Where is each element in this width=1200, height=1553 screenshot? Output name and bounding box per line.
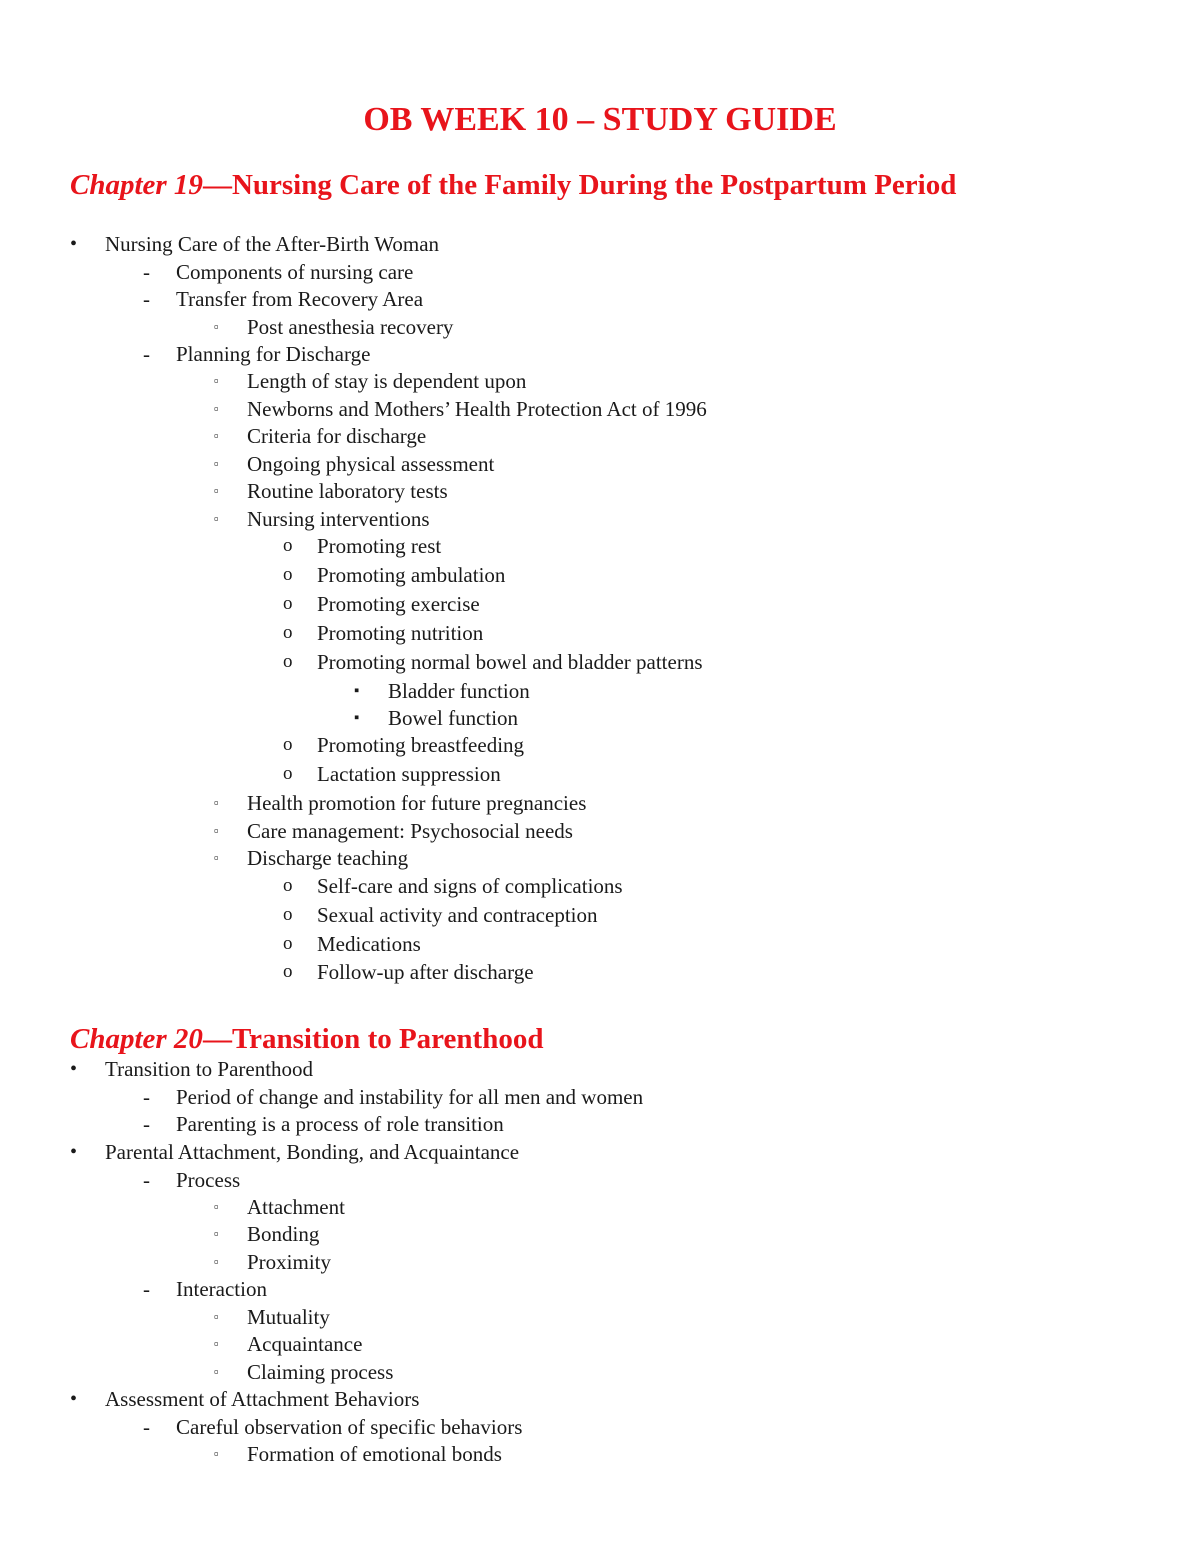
outline-item-level-4: Promoting exercise [317,592,480,616]
document-title: OB WEEK 10 – STUDY GUIDE [363,101,837,138]
outline-item-level-3: Newborns and Mothers’ Health Protection Act of 1996 [247,397,707,421]
dash-marker: - [143,260,150,284]
outline-item-level-2: Planning for Discharge [176,342,371,366]
dash-marker: - [143,1168,150,1192]
outline-item-level-3: Claiming process [247,1360,394,1384]
outline-item-level-2: Process [176,1168,241,1192]
chapter-20-separator: — [202,1023,232,1055]
outline-item-level-3: Care management: Psychosocial needs [247,819,573,843]
outline-item-level-3: Ongoing physical assessment [247,452,495,476]
bullet-marker: • [70,233,78,255]
outline-item-level-3: Routine laboratory tests [247,479,448,503]
outline-item-level-3: Proximity [247,1250,332,1274]
outline-item-level-3: Acquaintance [247,1332,363,1356]
small-square-marker: ▫ [214,823,219,838]
outline-item-level-4: Self-care and signs of complications [317,874,623,898]
small-square-marker: ▫ [214,1336,219,1351]
circle-marker: o [283,875,293,896]
circle-marker: o [283,734,293,755]
circle-marker: o [283,535,293,556]
dash-marker: - [143,1085,150,1109]
small-square-marker: ▫ [214,850,219,865]
outline-item-level-4: Follow-up after discharge [317,960,534,984]
chapter-19-title: Nursing Care of the Family During the Postpartum Period [231,169,957,201]
small-square-marker: ▫ [214,483,219,498]
small-square-marker: ▫ [214,511,219,526]
outline-item-level-5: Bladder function [388,679,530,703]
small-square-marker: ▫ [214,1446,219,1461]
outline-item-level-1: Parental Attachment, Bonding, and Acquaintance [105,1140,520,1164]
outline-item-level-3: Health promotion for future pregnancies [247,791,587,815]
small-square-marker: ▫ [214,1364,219,1379]
circle-marker: o [283,622,293,643]
outline-item-level-2: Transfer from Recovery Area [176,287,424,311]
chapter-19-separator: — [202,169,232,201]
bullet-marker: • [70,1388,78,1410]
outline-item-level-4: Medications [317,932,421,956]
circle-marker: o [283,651,293,672]
bullet-marker: • [70,1141,78,1163]
outline-item-level-3: Criteria for discharge [247,424,427,448]
outline-item-level-3: Mutuality [247,1305,330,1329]
outline-item-level-3: Formation of emotional bonds [247,1442,502,1466]
outline-item-level-4: Promoting normal bowel and bladder patterns [317,650,703,674]
small-square-marker: ▫ [214,1226,219,1241]
outline-item-level-4: Lactation suppression [317,762,501,786]
circle-marker: o [283,904,293,925]
small-square-marker: ▫ [214,456,219,471]
small-square-marker: ▫ [214,373,219,388]
outline-item-level-2: Interaction [176,1277,267,1301]
outline-item-level-3: Bonding [247,1222,320,1246]
square-marker: ▪ [354,710,360,726]
bullet-marker: • [70,1058,78,1080]
outline-item-level-4: Sexual activity and contraception [317,903,598,927]
dash-marker: - [143,1415,150,1439]
chapter-20-heading [70,1020,543,1058]
outline-item-level-1: Assessment of Attachment Behaviors [105,1387,420,1411]
outline-item-level-1: Nursing Care of the After-Birth Woman [105,232,440,256]
circle-marker: o [283,564,293,585]
outline-item-level-4: Promoting breastfeeding [317,733,525,757]
outline-item-level-4: Promoting ambulation [317,563,506,587]
dash-marker: - [143,1112,150,1136]
small-square-marker: ▫ [214,1199,219,1214]
circle-marker: o [283,933,293,954]
dash-marker: - [143,287,150,311]
outline-item-level-3: Length of stay is dependent upon [247,369,527,393]
small-square-marker: ▫ [214,319,219,334]
circle-marker: o [283,593,293,614]
outline-item-level-4: Promoting rest [317,534,442,558]
outline-item-level-3: Attachment [247,1195,345,1219]
square-marker: ▪ [354,683,360,699]
circle-marker: o [283,763,293,784]
outline-item-level-2: Careful observation of specific behaviors [176,1415,523,1439]
small-square-marker: ▫ [214,428,219,443]
small-square-marker: ▫ [214,1309,219,1324]
chapter-19-number: Chapter 19 [70,169,203,201]
small-square-marker: ▫ [214,795,219,810]
outline-item-level-2: Parenting is a process of role transition [176,1112,504,1136]
outline-item-level-5: Bowel function [388,706,519,730]
small-square-marker: ▫ [214,401,219,416]
chapter-20-number: Chapter 20 [70,1023,203,1055]
outline-item-level-2: Components of nursing care [176,260,414,284]
dash-marker: - [143,342,150,366]
chapter-19-heading [70,166,956,204]
outline-item-level-1: Transition to Parenthood [105,1057,314,1081]
outline-item-level-3: Nursing interventions [247,507,430,531]
small-square-marker: ▫ [214,1254,219,1269]
outline-item-level-4: Promoting nutrition [317,621,484,645]
outline-item-level-3: Discharge teaching [247,846,409,870]
dash-marker: - [143,1277,150,1301]
outline-item-level-2: Period of change and instability for all men and women [176,1085,644,1109]
circle-marker: o [283,961,293,982]
chapter-20-title: Transition to Parenthood [231,1023,544,1055]
outline-item-level-3: Post anesthesia recovery [247,315,454,339]
